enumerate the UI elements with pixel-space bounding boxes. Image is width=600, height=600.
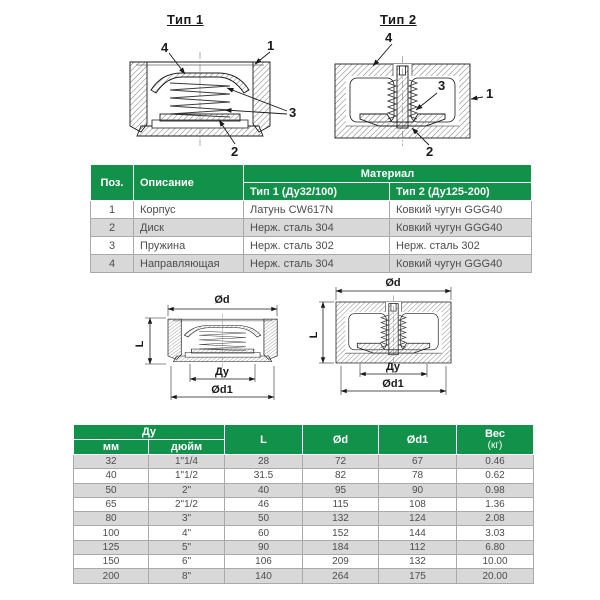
weight-label: Вес — [484, 428, 506, 440]
cell-od1: 112 — [379, 540, 457, 554]
cell-mm: 65 — [74, 497, 149, 511]
cell-mm: 32 — [74, 455, 149, 469]
type2-title: Тип 2 — [380, 12, 417, 27]
type1-dimension-drawing — [133, 284, 308, 418]
cell-inch: 2"1/2 — [149, 497, 225, 511]
cell-weight: 0.62 — [457, 469, 534, 483]
cell-mm: 200 — [74, 569, 149, 583]
cell-mm: 40 — [74, 469, 149, 483]
dimensions-table-body — [74, 455, 534, 584]
cell-mm: 125 — [74, 540, 149, 554]
cell-od1: 124 — [379, 512, 457, 526]
cell-l: 140 — [225, 569, 303, 583]
cell-type2-material: Нерж. сталь 302 — [390, 237, 532, 255]
cell-inch: 3" — [149, 512, 225, 526]
cell-od: 95 — [303, 483, 379, 497]
cell-pos: 3 — [91, 237, 134, 255]
cell-od: 184 — [303, 540, 379, 554]
dim-l-label: L — [308, 331, 320, 339]
cell-l: 31.5 — [225, 469, 303, 483]
cell-od1: 144 — [379, 526, 457, 540]
col-header-du: Ду — [74, 425, 225, 440]
dimensions-table-row — [74, 569, 534, 583]
cell-l: 60 — [225, 526, 303, 540]
cell-weight: 2.08 — [457, 512, 534, 526]
cell-od: 132 — [303, 512, 379, 526]
cell-inch: 1"1/4 — [149, 455, 225, 469]
col-header-l: L — [225, 425, 303, 455]
cell-pos: 2 — [91, 219, 134, 237]
cell-inch: 8" — [149, 569, 225, 583]
materials-table-row — [91, 237, 532, 255]
cell-l: 50 — [225, 512, 303, 526]
cell-od1: 175 — [379, 569, 457, 583]
callout-2: 2 — [426, 144, 434, 159]
materials-table-header — [91, 165, 532, 201]
cell-weight: 10.00 — [457, 555, 534, 569]
cell-type1-material: Нерж. сталь 304 — [244, 255, 390, 273]
cell-type2-material: Ковкий чугун GGG40 — [390, 219, 532, 237]
cell-od: 264 — [303, 569, 379, 583]
dimensions-table-row — [74, 512, 534, 526]
materials-table — [90, 164, 532, 273]
type1-dimensions — [134, 294, 277, 400]
cell-type1-material: Нерж. сталь 302 — [244, 237, 390, 255]
callout-3: 3 — [438, 78, 446, 93]
cell-desc: Диск — [134, 219, 244, 237]
materials-table-row — [91, 255, 532, 273]
dim-od-label: Ød — [385, 277, 401, 289]
col-header-mm: мм — [74, 440, 149, 455]
callout-4: 4 — [161, 40, 169, 55]
callout-1: 1 — [486, 86, 494, 101]
dim-od1-label: Ød1 — [382, 378, 404, 390]
col-header-pos: Поз. — [91, 165, 134, 201]
weight-unit: (кг) — [487, 440, 503, 451]
dimensions-table-row — [74, 526, 534, 540]
col-header-type1: Тип 1 (Ду32/100) — [244, 183, 390, 201]
cell-l: 40 — [225, 483, 303, 497]
dim-l-label: L — [134, 340, 146, 348]
cell-type2-material: Ковкий чугун GGG40 — [390, 255, 532, 273]
cell-l: 46 — [225, 497, 303, 511]
callout-3: 3 — [289, 105, 297, 120]
dimensions-table-row — [74, 469, 534, 483]
cell-weight: 20.00 — [457, 569, 534, 583]
dim-od-label: Ød — [214, 294, 230, 306]
cell-inch: 4" — [149, 526, 225, 540]
cell-desc: Корпус — [134, 201, 244, 219]
cell-l: 28 — [225, 455, 303, 469]
cell-desc: Направляющая — [134, 255, 244, 273]
cell-pos: 4 — [91, 255, 134, 273]
cell-mm: 100 — [74, 526, 149, 540]
cell-l: 90 — [225, 540, 303, 554]
dimensions-table — [73, 424, 534, 584]
dimensions-table-header — [74, 425, 534, 455]
col-header-inch: дюйм — [149, 440, 225, 455]
cell-weight: 0.98 — [457, 483, 534, 497]
cell-type2-material: Ковкий чугун GGG40 — [390, 201, 532, 219]
cell-weight: 3.03 — [457, 526, 534, 540]
type2-dimension-drawing — [308, 276, 510, 418]
cell-od1: 67 — [379, 455, 457, 469]
cell-od1: 78 — [379, 469, 457, 483]
callout-1: 1 — [267, 38, 275, 53]
dimensions-table-row — [74, 455, 534, 469]
cell-od1: 132 — [379, 555, 457, 569]
cell-mm: 150 — [74, 555, 149, 569]
callout-2: 2 — [231, 144, 239, 159]
cell-l: 106 — [225, 555, 303, 569]
type1-section-drawing — [123, 36, 308, 161]
callout-4: 4 — [385, 30, 393, 45]
dimensions-table-row — [74, 497, 534, 511]
col-header-od: Ød — [303, 425, 379, 455]
cell-weight: 6.80 — [457, 540, 534, 554]
dim-od1-label: Ød1 — [211, 384, 233, 396]
dim-du-label: Ду — [385, 361, 401, 373]
col-header-weight — [457, 425, 534, 455]
cell-inch: 6" — [149, 555, 225, 569]
type1-title: Тип 1 — [167, 12, 204, 27]
cell-inch: 5" — [149, 540, 225, 554]
cell-mm: 50 — [74, 483, 149, 497]
dimensions-table-row — [74, 483, 534, 497]
materials-table-row — [91, 201, 532, 219]
col-header-type2: Тип 2 (Ду125-200) — [390, 183, 532, 201]
col-header-desc: Описание — [134, 165, 244, 201]
materials-table-row — [91, 219, 532, 237]
cell-od: 152 — [303, 526, 379, 540]
cell-pos: 1 — [91, 201, 134, 219]
cell-od: 82 — [303, 469, 379, 483]
cell-weight: 0.46 — [457, 455, 534, 469]
type2-section-drawing — [330, 26, 508, 160]
cell-od: 72 — [303, 455, 379, 469]
cell-inch: 2" — [149, 483, 225, 497]
col-header-material: Материал — [244, 165, 532, 183]
dimensions-table-row — [74, 540, 534, 554]
materials-table-body — [91, 201, 532, 273]
cell-od: 115 — [303, 497, 379, 511]
cell-mm: 80 — [74, 512, 149, 526]
dim-du-label: Ду — [214, 366, 230, 378]
cell-desc: Пружина — [134, 237, 244, 255]
dimensions-table-row — [74, 555, 534, 569]
cell-inch: 1"1/2 — [149, 469, 225, 483]
cell-type1-material: Нерж. сталь 304 — [244, 219, 390, 237]
cell-weight: 1.36 — [457, 497, 534, 511]
cell-od1: 108 — [379, 497, 457, 511]
cell-type1-material: Латунь CW617N — [244, 201, 390, 219]
cell-od: 209 — [303, 555, 379, 569]
cell-od1: 90 — [379, 483, 457, 497]
col-header-od1: Ød1 — [379, 425, 457, 455]
